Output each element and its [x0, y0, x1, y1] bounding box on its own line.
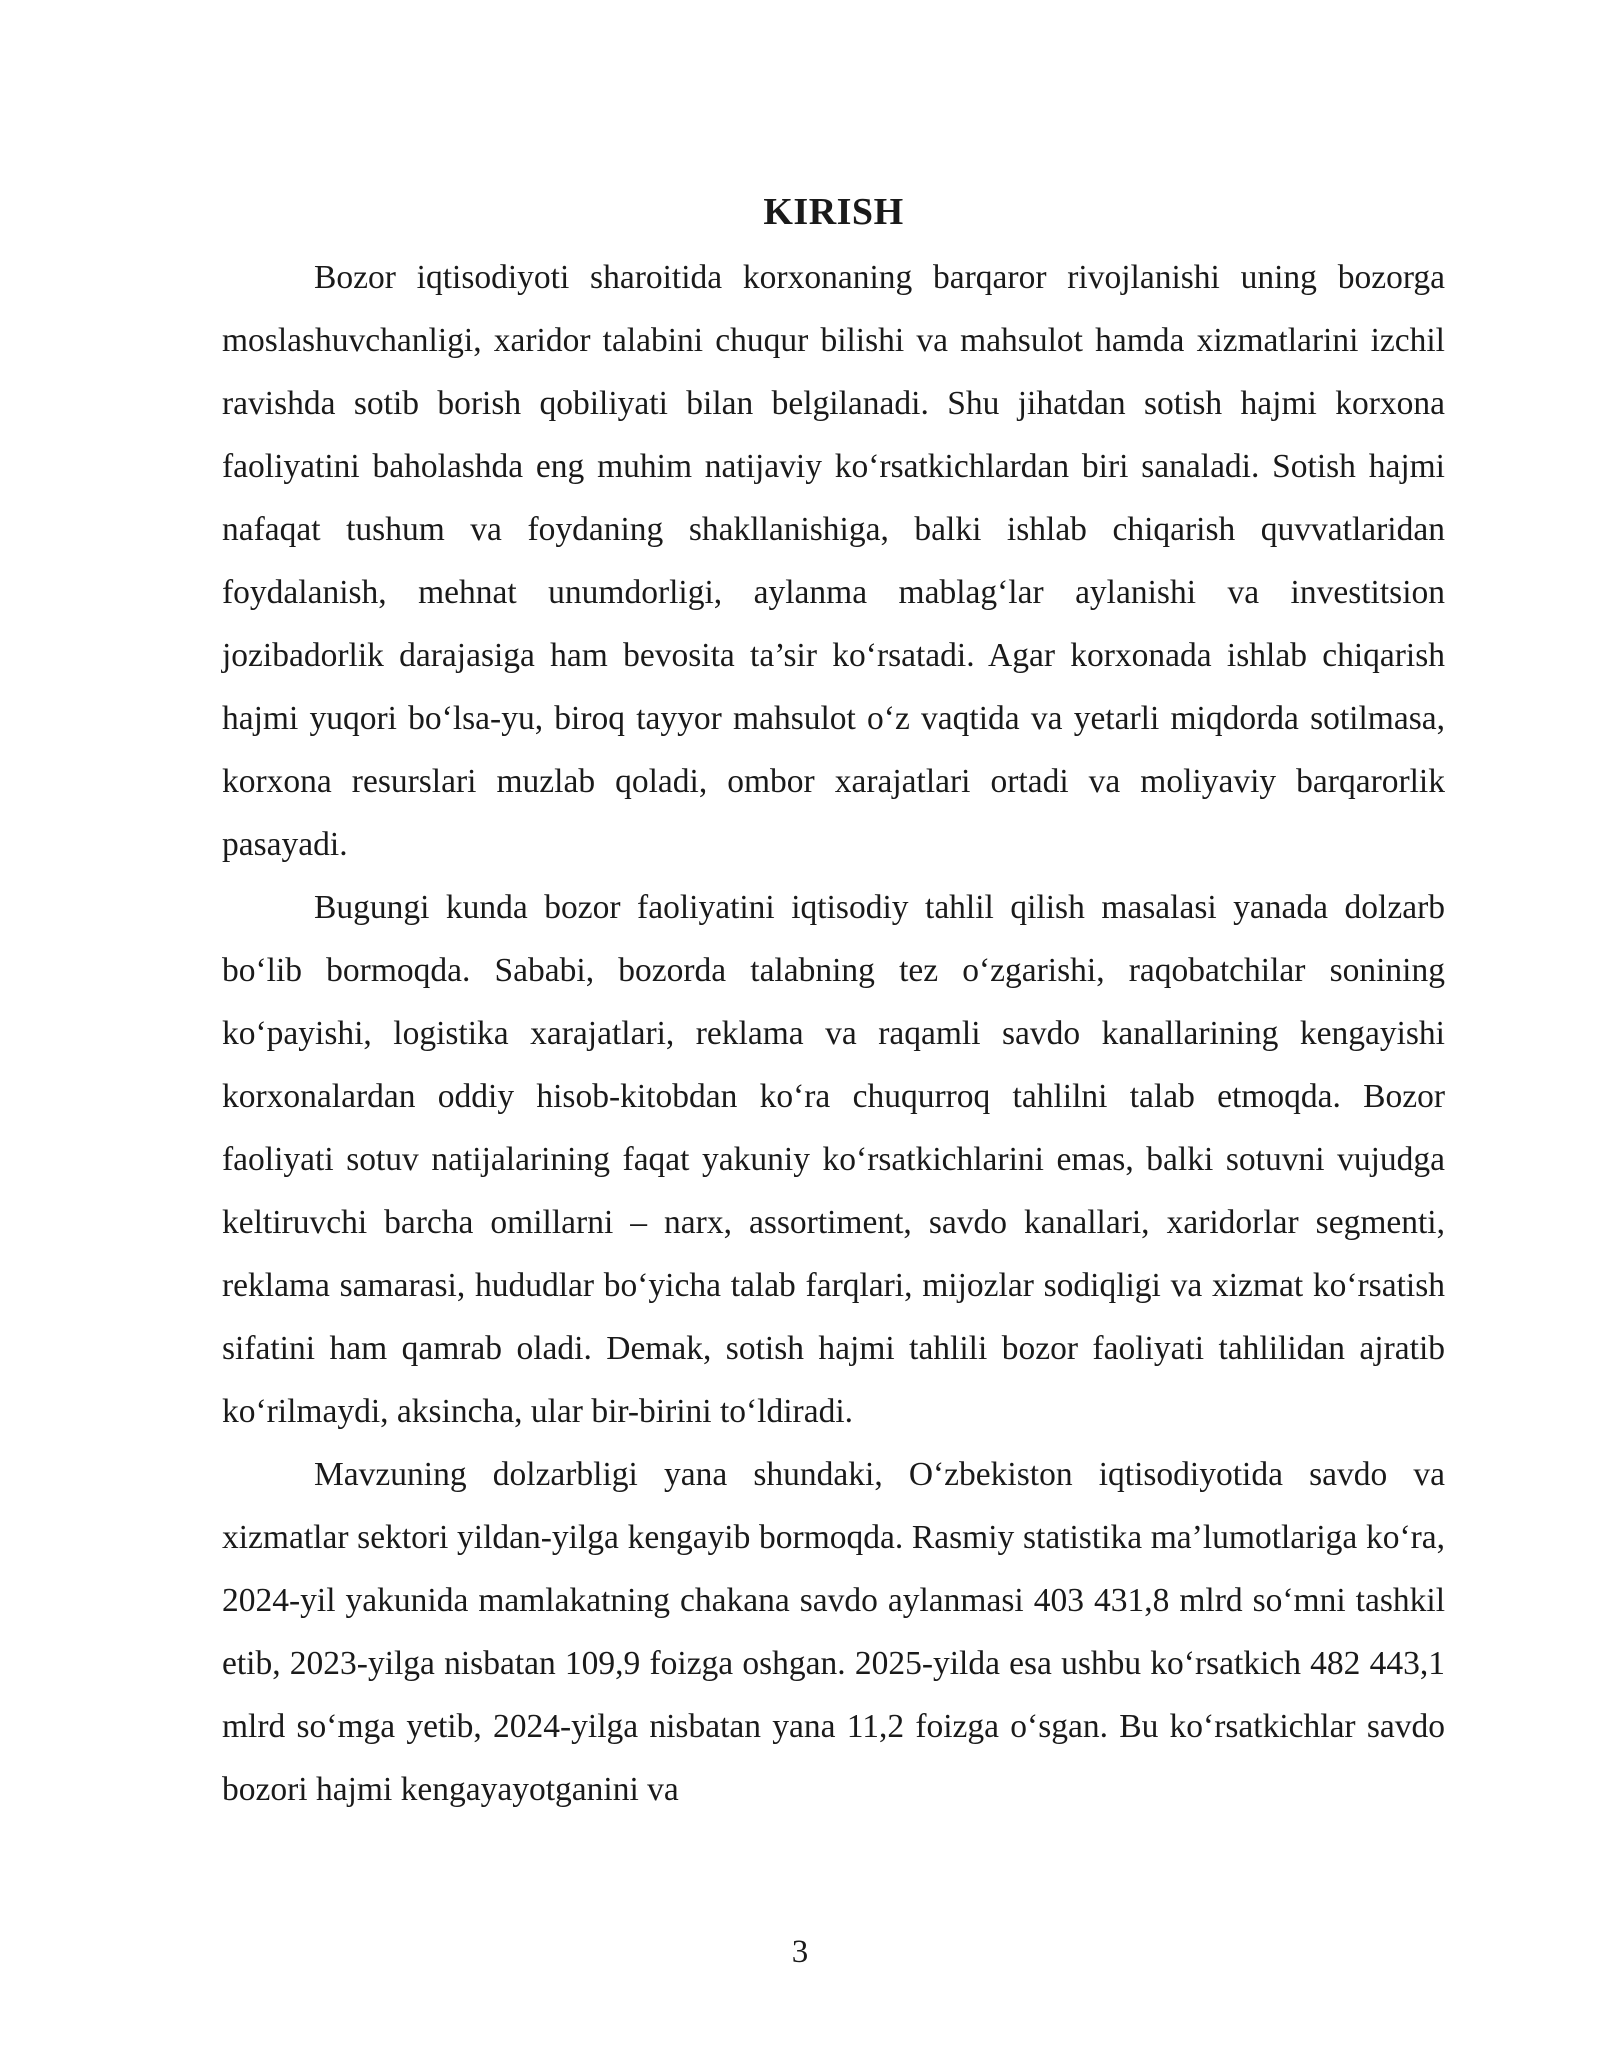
- page-number: 3: [791, 1934, 809, 1970]
- paragraph-2: Bugungi kunda bozor faoliyatini iqtisodiy tahlil qilish masalasi yanada dolzarb bo‘lib bormoqda. Sababi, bozorda talabning tez o‘zgarishi, raqobatchilar sonining ko‘payishi, logistika xarajatlari, reklama va raqamli savdo kanallarining kengayishi korxonalardan oddiy hisob-kitobdan ko‘ra chuqurroq tahlilni talab etmoqda. Bozor faoliyati sotuv natijalarining faqat yakuniy ko‘rsatkichlarini emas, balki sotuvni vujudga keltiruvchi barcha omillarni – narx, assortiment, savdo kanallari, xaridorlar segmenti, reklama samarasi, hududlar bo‘yicha talab farqlari, mijozlar sodiqligi va xizmat ko‘rsatish sifatini ham qamrab oladi. Demak, sotish hajmi tahlili bozor faoliyati tahlilidan ajratib ko‘rilmaydi, aksincha, ular bir-birini to‘ldiradi.: [222, 889, 1445, 1430]
- section-title: KIRISH: [763, 191, 904, 233]
- paragraph-1: Bozor iqtisodiyoti sharoitida korxonaning barqaror rivojlanishi uning bozorga moslashuvchanligi, xaridor talabini chuqur bilishi va mahsulot hamda xizmatlarini izchil ravishda sotib borish qobiliyati bilan belgilanadi. Shu jihatdan sotish hajmi korxona faoliyatini baholashda eng muhim natijaviy ko‘rsatkichlardan biri sanaladi. Sotish hajmi nafaqat tushum va foydaning shakllanishiga, balki ishlab chiqarish quvvatlaridan foydalanish, mehnat unumdorligi, aylanma mablag‘lar aylanishi va investitsion jozibadorlik darajasiga ham bevosita ta’sir ko‘rsatadi. Agar korxonada ishlab chiqarish hajmi yuqori bo‘lsa-yu, biroq tayyor mahsulot o‘z vaqtida va yetarli miqdorda sotilmasa, korxona resurslari muzlab qoladi, ombor xarajatlari ortadi va moliyaviy barqarorlik pasayadi.: [222, 259, 1445, 863]
- paragraph-3: Mavzuning dolzarbligi yana shundaki, O‘zbekiston iqtisodiyotida savdo va xizmatlar sektori yildan-yilga kengayib bormoqda. Rasmiy statistika ma’lumotlariga ko‘ra, 2024-yil yakunida mamlakatning chakana savdo aylanmasi 403 431,8 mlrd so‘mni tashkil etib, 2023-yilga nisbatan 109,9 foizga oshgan. 2025-yilda esa ushbu ko‘rsatkich 482 443,1 mlrd so‘mga yetib, 2024-yilga nisbatan yana 11,2 foizga o‘sgan. Bu ko‘rsatkichlar savdo bozori hajmi kengayayotganini va: [222, 1456, 1445, 1808]
- page-content: [222, 184, 1445, 1821]
